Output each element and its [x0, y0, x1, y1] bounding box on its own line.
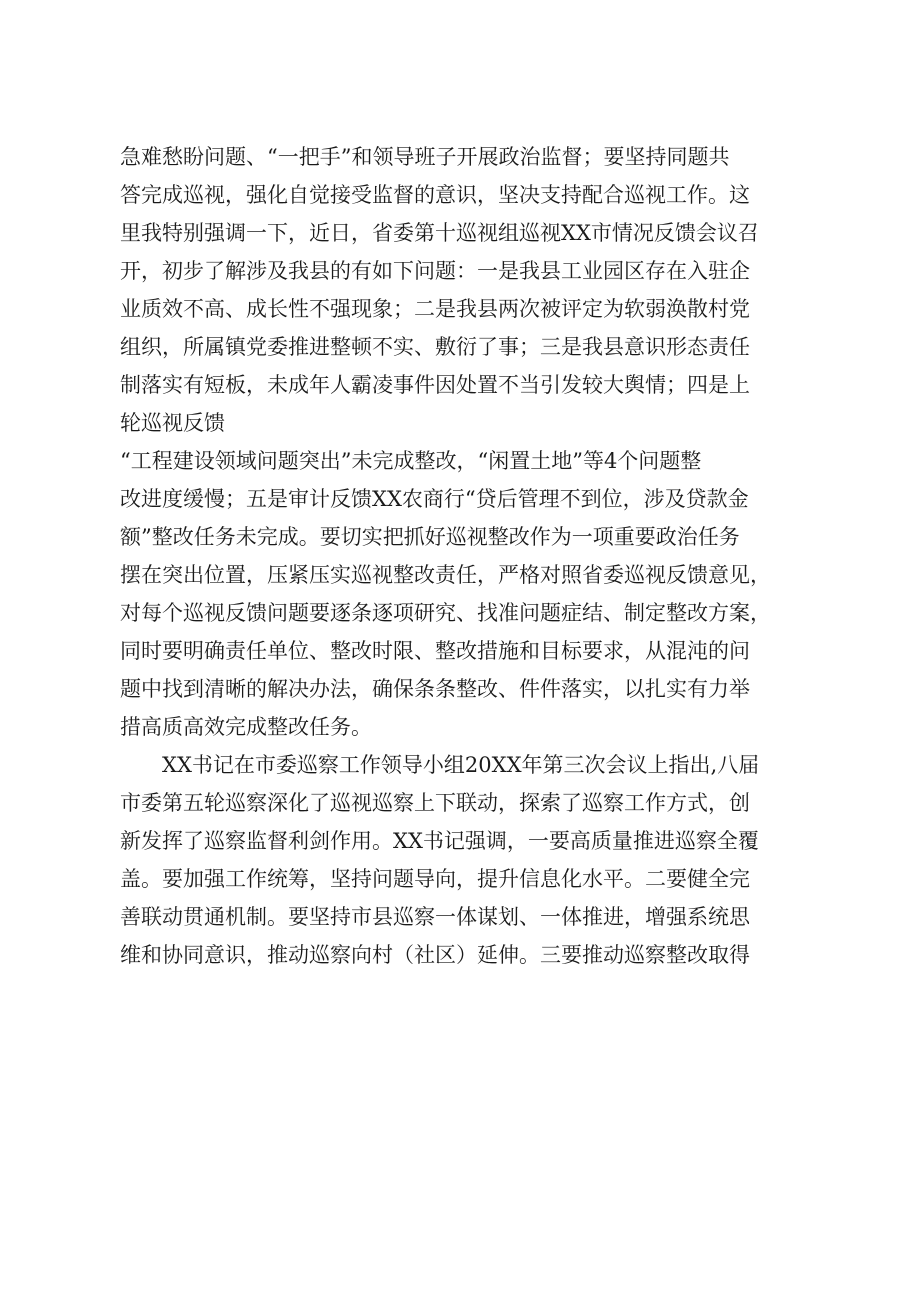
- document-body: [120, 138, 820, 974]
- text-line: 轮巡视反馈: [120, 411, 225, 435]
- text-line: 新发挥了巡察监督利剑作用。XX书记强调，一要高质量推进巡察全覆: [120, 829, 759, 853]
- text-line: 答完成巡视，强化自觉接受监督的意识，坚决支持配合巡视工作。这: [120, 183, 750, 207]
- text-line: 题中找到清晰的解决办法，确保条条整改、件件落实，以扎实有力举: [120, 677, 750, 701]
- text-line: 业质效不高、成长性不强现象；二是我县两次被评定为软弱涣散村党: [120, 297, 750, 321]
- text-line: 里我特别强调一下，近日，省委第十巡视组巡视XX市情况反馈会议召: [120, 221, 759, 245]
- text-line: 维和协同意识，推动巡察向村（社区）延伸。三要推动巡察整改取得: [120, 943, 750, 967]
- text-line: 改进度缓慢；五是审计反馈XX农商行“贷后管理不到位，涉及贷款金: [120, 487, 749, 511]
- text-line: “工程建设领域问题突出”未完成整改，“闲置土地”等4个问题整: [120, 449, 702, 473]
- text-line: 制落实有短板，未成年人霸凌事件因处置不当引发较大舆情；四是上: [120, 373, 750, 397]
- text-line: 同时要明确责任单位、整改时限、整改措施和目标要求，从混沌的问: [120, 639, 750, 663]
- text-line: 措高质高效完成整改任务。: [120, 715, 372, 739]
- text-line: 急难愁盼问题、“一把手”和领导班子开展政治监督；要坚持同题共: [120, 145, 730, 169]
- text-line: 盖。要加强工作统筹，坚持问题导向，提升信息化水平。二要健全完: [120, 867, 750, 891]
- text-line: XX书记在市委巡察工作领导小组20XX年第三次会议上指出,八届: [120, 753, 760, 777]
- text-line: 对每个巡视反馈问题要逐条逐项研究、找准问题症结、制定整改方案，: [120, 601, 771, 625]
- text-line: 市委第五轮巡察深化了巡视巡察上下联动，探索了巡察工作方式，创: [120, 791, 750, 815]
- text-line: 善联动贯通机制。要坚持市县巡察一体谋划、一体推进，增强系统思: [120, 905, 750, 929]
- text-line: 组织，所属镇党委推进整顿不实、敷衍了事；三是我县意识形态责任: [120, 335, 750, 359]
- text-line: 额”整改任务未完成。要切实把抓好巡视整改作为一项重要政治任务: [120, 525, 740, 549]
- text-line: 开，初步了解涉及我县的有如下问题：一是我县工业园区存在入驻企: [120, 259, 750, 283]
- text-line: 摆在突出位置，压紧压实巡视整改责任，严格对照省委巡视反馈意见，: [120, 563, 771, 587]
